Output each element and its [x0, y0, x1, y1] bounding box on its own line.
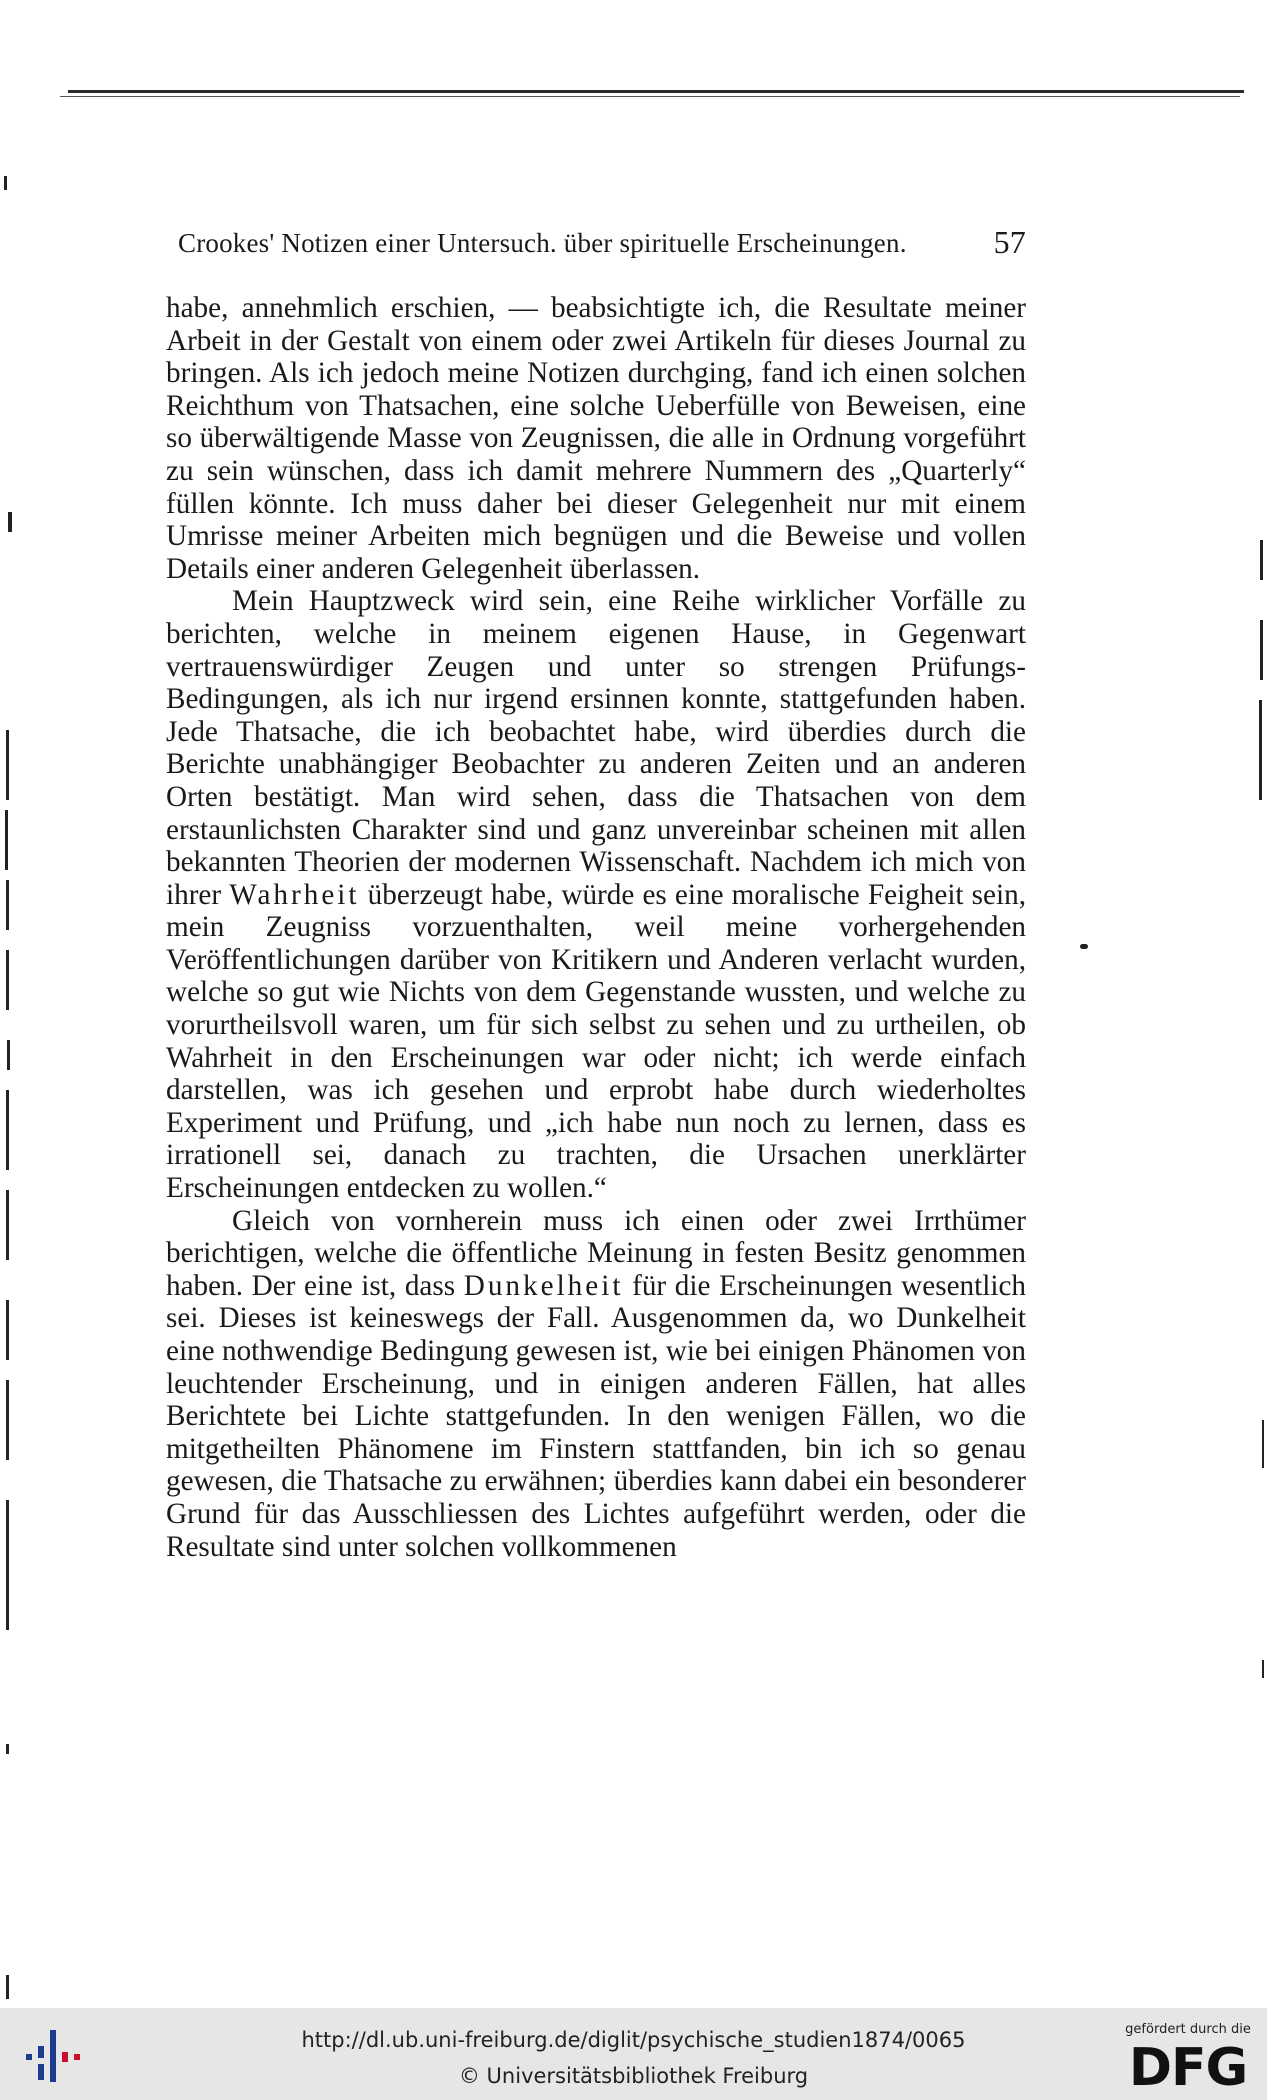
body-paragraph	[166, 1205, 1026, 1564]
dfg-logo: DFG	[1128, 2038, 1248, 2098]
page-top-rule-thin	[60, 96, 1240, 97]
page-number: 57	[993, 224, 1026, 260]
body-paragraph	[166, 585, 1026, 1204]
page-top-rule	[68, 90, 1244, 93]
paragraph-text: Gleich von vornherein muss ich einen oder zwei Irrthümer berichtigen, welche die öffentliche Meinung in festen Besitz genommen haben. Der eine ist, dass	[166, 1204, 1026, 1302]
footer-url-link[interactable]: http://dl.ub.uni-freiburg.de/diglit/psychische_studien1874/0065	[301, 2028, 966, 2052]
body-text	[166, 292, 1026, 1563]
footer-copyright: © Universitätsbibliothek Freiburg	[458, 2064, 809, 2088]
paragraph-text: Mein Hauptzweck wird sein, eine Reihe wirklicher Vorfälle zu berichten, welche in meinem eigenen Hause, in Gegenwart vertrauenswürdiger Zeugen und unter so strengen Prüfungs-Bedingungen, als ich nur irgend ersinnen konnte, stattgefunden haben. Jede Thatsache, die ich beobachtet habe, wird überdies durch die Berichte unabhängiger Beobachter zu anderen Zeiten und an anderen Orten bestätigt. Man wird sehen, dass die Thatsachen von dem erstaunlichsten Charakter sind und ganz unvereinbar scheinen mit allen bekannten Theorien der modernen Wissenschaft. Nachdem ich mich von ihrer	[166, 585, 1026, 911]
paragraph-text: habe, annehmlich erschien, — beabsichtigte ich, die Resultate meiner Arbeit in der Gestalt von einem oder zwei Artikeln für dieses Journal zu bringen. Als ich jedoch meine Notizen durchging, fand ich einen solchen Reichthum von Thatsachen, eine solche Ueberfülle von Beweisen, eine so überwältigende Masse von Zeugnissen, die alle in Ordnung vorgeführt zu sein wünschen, dass ich damit mehrere Nummern des „Quarterly“ füllen könnte. Ich muss daher bei dieser Gelegenheit nur mit einem Umrisse meiner Arbeiten mich begnügen und die Beweise und vollen Details einer anderen Gelegenheit überlassen.	[166, 292, 1026, 585]
spaced-emphasis: Wahrheit	[229, 878, 360, 911]
paragraph-text: überzeugt habe, würde es eine moralische Feigheit sein, mein Zeugniss vorzuenthalten, weil meine vorhergehenden Veröffentlichungen darüber von Kritikern und Anderen verlacht wurden, welche so gut wie Nichts von dem Gegenstande wussten, und welche zu vorurtheilsvoll waren, um für sich selbst zu sehen und zu urtheilen, ob Wahrheit in den Erscheinungen war oder nicht; ich werde einfach darstellen, was ich gesehen und erprobt habe durch wiederholtes Experiment und Prüfung, und „ich habe nun noch zu lernen, dass es irrationell sei, danach zu trachten, die Ursachen unerklärter Erscheinungen entdecken zu wollen.“	[166, 878, 1026, 1205]
dfg-sponsor-label: gefördert durch die	[1125, 2022, 1251, 2037]
spaced-emphasis: Dunkelheit	[463, 1269, 624, 1302]
paragraph-text: für die Erscheinungen wesentlich sei. Dieses ist keineswegs der Fall. Ausgenommen da, wo Dunkelheit eine nothwendige Bedingung gewesen ist, wie bei einigen Phänomen von leuchtender Erscheinung, und in einigen anderen Fällen, hat alles Berichtete bei Lichte stattgefunden. In den wenigen Fällen, wo die mitgetheilten Phänomene im Finstern stattfanden, bin ich so genau gewesen, die Thatsache zu erwähnen; überdies kann dabei ein besonderer Grund für das Ausschliessen des Lichtes aufgeführt werden, oder die Resultate sind unter solchen vollkommenen	[166, 1269, 1027, 1563]
running-head	[178, 224, 1026, 260]
running-title: Crookes' Notizen einer Untersuch. über spirituelle Erscheinungen.	[178, 228, 907, 258]
body-paragraph	[166, 292, 1026, 585]
